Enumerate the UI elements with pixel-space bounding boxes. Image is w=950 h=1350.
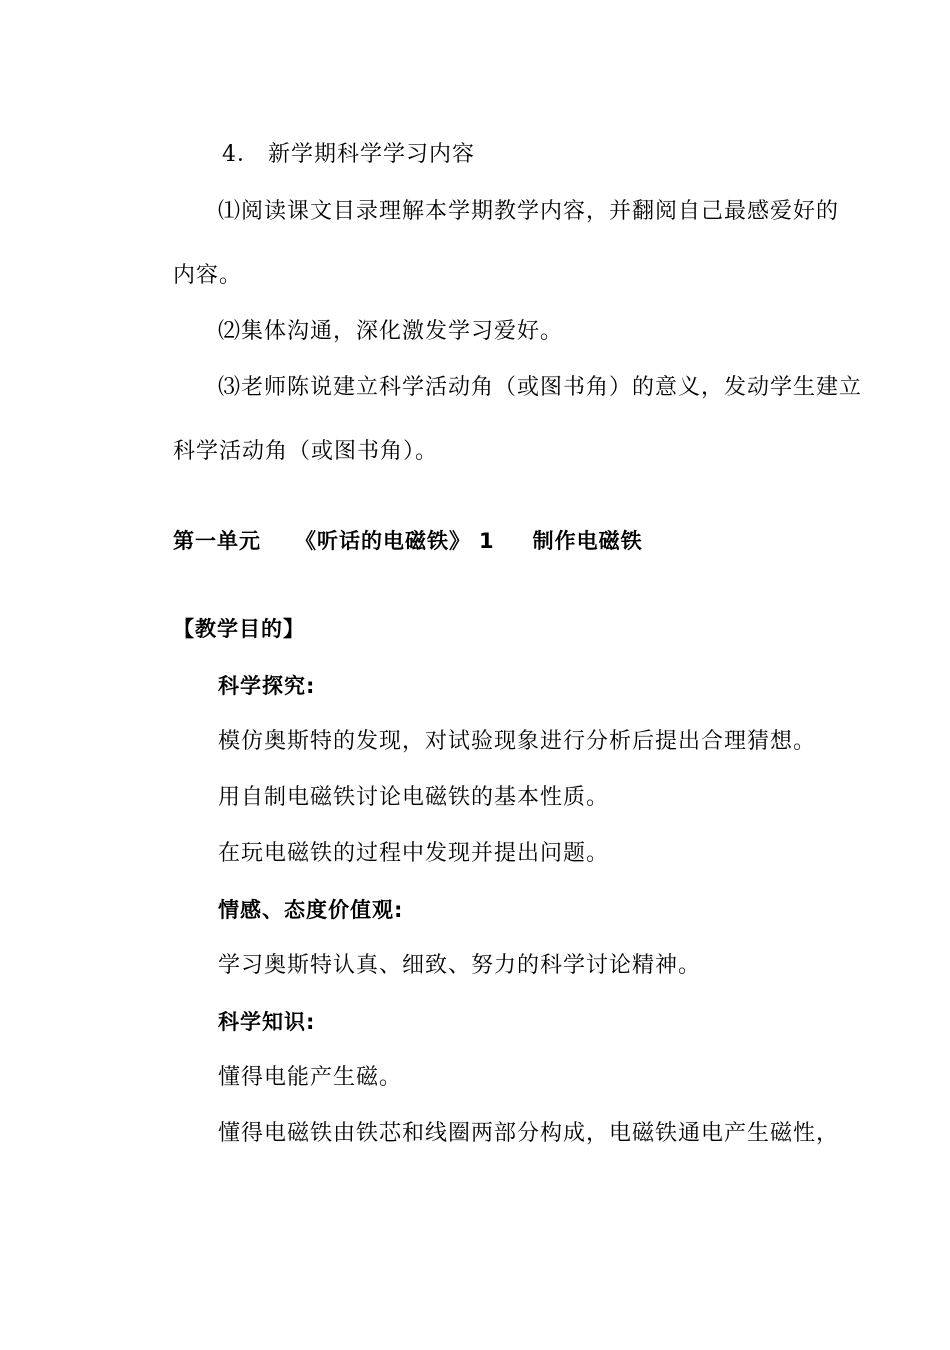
unit-title: 《听话的电磁铁》	[295, 529, 471, 553]
attitude-label: 情感、态度价值观:	[218, 898, 404, 922]
intro-paragraph-2: ⑵集体沟通，深化激发学习爱好。	[218, 319, 564, 344]
inquiry-label: 科学探究:	[218, 674, 316, 698]
lesson-number: 1	[479, 529, 495, 553]
intro-item-4: 4． 新学期科学学习内容	[222, 142, 475, 167]
knowledge-item: 懂得电能产生磁。	[218, 1065, 403, 1090]
knowledge-item: 懂得电磁铁由铁芯和线圈两部分构成，电磁铁通电产生磁性，	[218, 1121, 840, 1146]
attitude-item: 学习奥斯特认真、细致、努力的科学讨论精神。	[218, 953, 702, 978]
lesson-title: 制作电磁铁	[532, 529, 643, 553]
knowledge-label: 科学知识:	[218, 1010, 316, 1034]
intro-paragraph-3-line-2: 科学活动角（或图书角）。	[173, 439, 439, 464]
unit-heading	[173, 526, 643, 556]
inquiry-item: 模仿奥斯特的发现，对试验现象进行分析后提出合理猜想。	[218, 729, 817, 754]
intro-paragraph-1-line-2: 内容。	[173, 263, 243, 288]
inquiry-item: 在玩电磁铁的过程中发现并提出问题。	[218, 841, 610, 866]
inquiry-item: 用自制电磁铁讨论电磁铁的基本性质。	[218, 785, 610, 810]
unit-label: 第一单元	[173, 529, 261, 553]
intro-paragraph-3-line-1: ⑶老师陈说建立科学活动角（或图书角）的意义，发动学生建立	[218, 375, 863, 400]
intro-paragraph-1-line-1: ⑴阅读课文目录理解本学期教学内容，并翻阅自己最感爱好的	[218, 199, 840, 224]
objectives-heading: 【教学目的】	[173, 617, 305, 641]
